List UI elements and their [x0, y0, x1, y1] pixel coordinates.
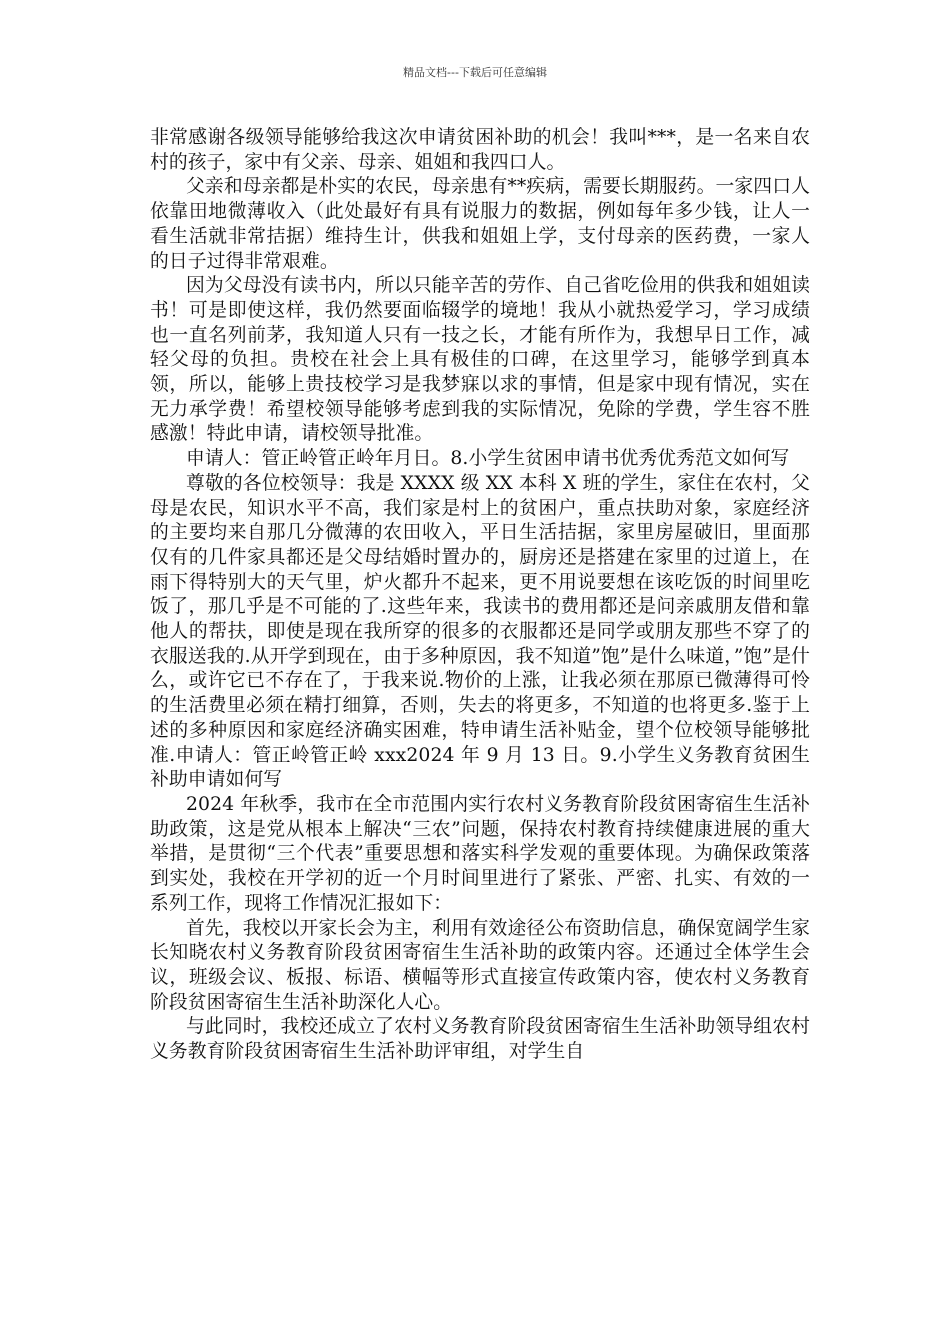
document-body — [150, 126, 810, 1065]
paragraph-meanwhile: 与此同时，我校还成立了农村义务教育阶段贫困寄宿生生活补助领导组农村义务教育阶段贫困寄宿生生活补助评审组，对学生自 — [150, 1016, 810, 1063]
page-header: 精品文档---下载后可任意编辑 — [403, 66, 547, 79]
paragraph-letter-2: 尊敬的各位校领导：我是 XXXX 级 XX 本科 X 班的学生，家住在农村，父母是农民，知识水平不高，我们家是村上的贫困户，重点扶助对象，家庭经济的主要均来自那几分微薄的农田收入，平日生活拮据，家里房屋破旧，里面那仅有的几件家具都还是父母结婚时置办的，厨房还是搭建在家里的过道上，在雨下得特别大的天气里，炉火都升不起来，更不用说要想在该吃饭的时间里吃饭了，那几乎是不可能的了.这些年来，我读书的费用都还是问亲戚朋友借和靠他人的帮扶，即使是现在我所穿的很多的衣服都还是同学或朋友那些不穿了的衣服送我的.从开学到现在，由于多种原因，我不知道”饱”是什么味道，”饱”是什么，或许它已不存在了，于我来说.物价的上涨，让我必须在那原已微薄得可怜的生活费里必须在精打细算，否则，失去的将更多，不知道的也将更多.鉴于上述的多种原因和家庭经济确实困难，特申请生活补贴金，望个位校领导能够批准.申请人：管正岭管正岭 xxx2024 年 9 月 13 日。9.小学生义务教育贫困生补助申请如何写 — [150, 472, 810, 791]
paragraph-study: 因为父母没有读书内，所以只能辛苦的劳作、自己省吃俭用的供我和姐姐读书！可是即使这样，我仍然要面临辍学的境地！我从小就热爱学习，学习成绩也一直名列前茅，我知道人只有一技之长，才能有所作为，我想早日工作，减轻父母的负担。贵校在社会上具有极佳的口碑，在这里学习，能够学到真本领，所以，能够上贵技校学习是我梦寐以求的事情，但是家中现有情况，实在无力承学费！希望校领导能够考虑到我的实际情况，免除的学费，学生容不胜感激！特此申请，请校领导批准。 — [150, 275, 810, 445]
paragraph-intro: 非常感谢各级领导能够给我这次申请贫困补助的机会！我叫***，是一名来自农村的孩子，家中有父亲、母亲、姐姐和我四口人。 — [150, 127, 810, 173]
paragraph-applicant-1: 申请人：管正岭管正岭年月日。8.小学生贫困申请书优秀优秀范文如何写 — [186, 448, 790, 470]
paragraph-family: 父亲和母亲都是朴实的农民，母亲患有**疾病，需要长期服药。一家四口人依靠田地微薄收入（此处最好有具有说服力的数据，例如每年多少钱，让人一看生活就非常拮据）维持生计，供我和姐姐上学，支付母亲的医药费，一家人的日子过得非常艰难。 — [150, 176, 810, 272]
paragraph-policy: 2024 年秋季，我市在全市范围内实行农村义务教育阶段贫困寄宿生生活补助政策，这是党从根本上解决“三农”问题，保持农村教育持续健康进展的重大举措，是贯彻“三个代表”重要思想和落实科学发观的重要体现。为确保政策落到实处，我校在开学初的近一个月时间里进行了紧张、严密、扎实、有效的一系列工作，现将工作情况汇报如下： — [150, 793, 810, 914]
paragraph-first: 首先，我校以开家长会为主，利用有效途径公布资助信息，确保宽阔学生家长知晓农村义务教育阶段贫困寄宿生生活补助的政策内容。还通过全体学生会议，班级会议、板报、标语、横幅等形式直接宣传政策内容，使农村义务教育阶段贫困寄宿生生活补助深化人心。 — [150, 917, 810, 1013]
